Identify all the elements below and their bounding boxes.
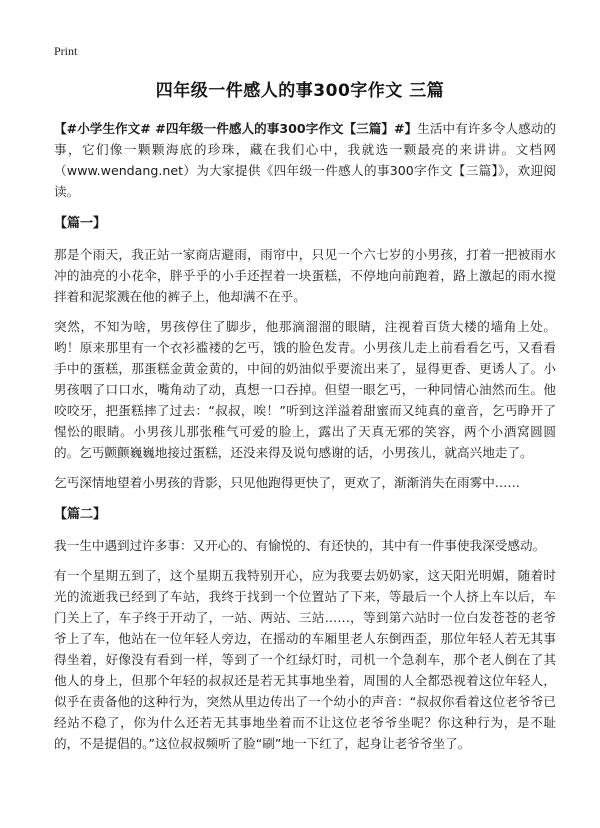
intro-text: 生活中有许多令人感动的事，它们像一颗颗海底的珍珠，藏在我们心中，我就选一颗最亮的来讲讲。文档网（www.wendang.net）为大家提供《四年级一件感人的事300字作文【三篇】》，欢迎阅读。 (54, 121, 556, 199)
section-heading-1: 【篇一】 (54, 216, 107, 231)
section-1-paragraph-1: 那是个雨天，我正站一家商店避雨，雨帘中，只见一个六七岁的小男孩，打着一把被雨水冲的油亮的小花伞，胖乎乎的小手还捏着一块蛋糕，不停地向前跑着，路上激起的雨水搅拌着和泥浆溅在他的裤子上，他却满不在乎。 (54, 247, 556, 304)
article-body (54, 118, 556, 763)
section-2-paragraph-2: 有一个星期五到了，这个星期五我特别开心，应为我要去奶奶家，这天阳光明媚，随着时光的流逝我已经到了车站，我终于找到一个位置站了下来，等最后一个人挤上车以后，车门关上了，车子终于开动了，一站、两站、三站……，等到第六站时一位白发苍苍的老爷爷上了车，他站在一位年轻人旁边，在摇动的车厢里老人东倒西歪，那位年轻人若无其事得坐着，好像没有看到一样，等到了一个红绿灯时，司机一个急刹车，那个老人倒在了其他人的身上，但那个年轻的叔叔还是若无其事地坐着，周围的人全都恐视着这位年轻人，似乎在责备他的这种行为，突然从里边传出了一个幼小的声音：“叔叔你看着这位老爷爷已经站不稳了，你为什么还若无其事地坐着而不让这位老爷爷坐呢？你这种行为，是不耻的，不是提倡的。”这位叔叔频听了脸“刷”地一下红了，起身让老爷爷坐了。 (54, 568, 556, 751)
page-title: 四年级一件感人的事300字作文 三篇 (155, 81, 445, 101)
section-heading-2: 【篇二】 (54, 507, 107, 522)
section-1-paragraph-3: 乞丐深情地望着小男孩的背影，只见他跑得更快了，更欢了，渐渐消失在雨雾中…… (54, 475, 520, 490)
section-2-paragraph-1: 我一生中遇到过许多事：又开心的、有愉悦的、有还快的，其中有一件事使我深受感动。 (54, 538, 546, 553)
section-1-paragraph-2: 突然，不知为啥，男孩停住了脚步，他那滴溜溜的眼睛，注视着百货大楼的墙角上处。哟！原来那里有一个衣衫褴褛的乞丐，饿的脸色发青。小男孩儿走上前看看乞丐，又看看手中的蛋糕，那蛋糕金黄金黄的，中间的奶油似乎要流出来了，显得更香、更诱人了。小男孩咽了口口水，嘴角动了动，真想一口吞掉。但望一眼乞丐，一种同情心油然而生。他咬咬牙，把蛋糕摔了过去：“叔叔，唉！”听到这洋溢着甜蜜而又纯真的童音，乞丐睁开了惺忪的眼睛。小男孩儿那张稚气可爱的脸上，露出了天真无邪的笑容，两个小酒窝圆圆的。乞丐颤颤巍巍地接过蛋糕，还没来得及说句感谢的话，小男孩儿，就高兴地走了。 (54, 319, 556, 460)
intro-paragraph (54, 118, 556, 202)
intro-tags: 【#小学生作文# #四年级一件感人的事300字作文【三篇】#】 (54, 121, 418, 136)
print-label[interactable]: Print (54, 44, 78, 58)
